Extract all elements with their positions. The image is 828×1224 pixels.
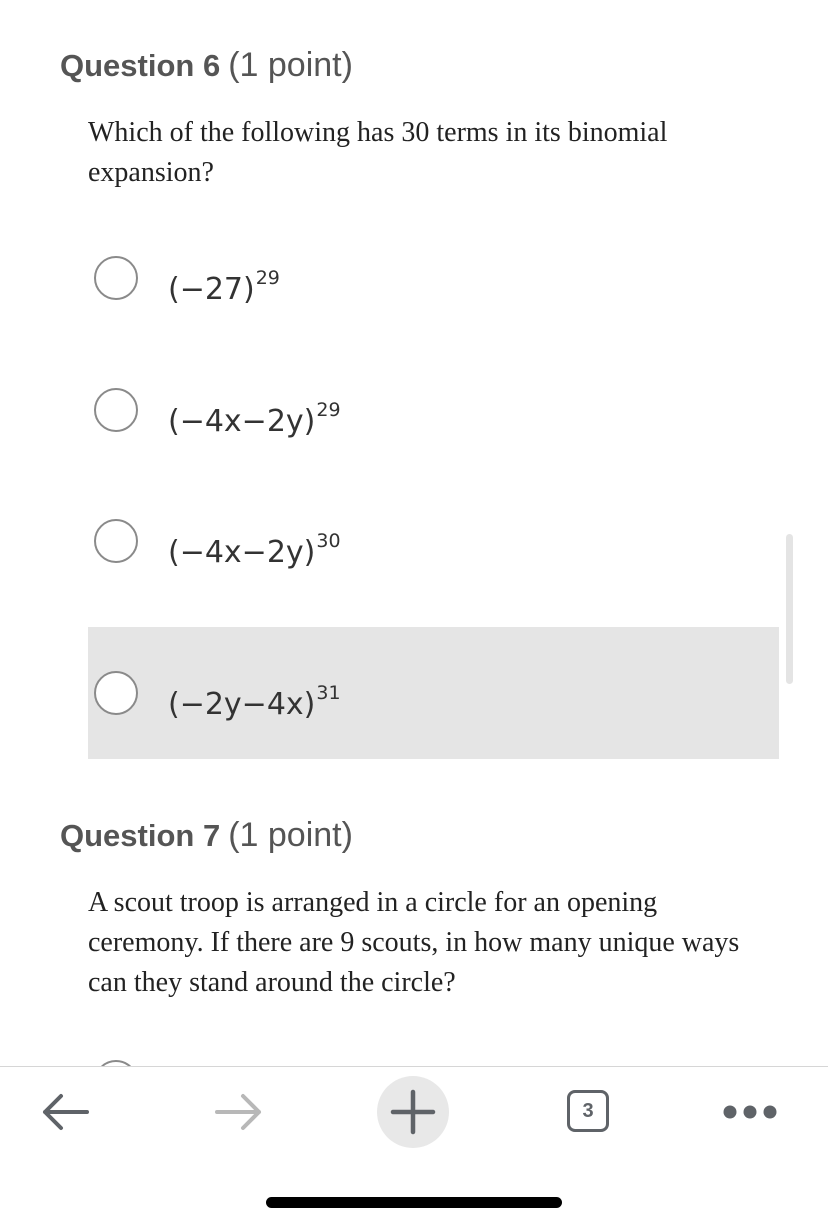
question-7-points: (1 point) xyxy=(228,816,353,854)
scrollbar-thumb[interactable] xyxy=(786,534,793,684)
arrow-right-icon xyxy=(213,1092,265,1132)
answer-option-4[interactable] xyxy=(88,627,779,759)
question-7-number: Question 7 xyxy=(60,818,221,853)
more-menu-button[interactable] xyxy=(718,1067,782,1157)
question-6-number: Question 6 xyxy=(60,48,221,83)
radio-button[interactable] xyxy=(94,388,138,432)
question-6-text: Which of the following has 30 terms in its binomial expansion? xyxy=(88,117,668,188)
answer-option-label: $(-27)^{29}$ xyxy=(168,267,280,307)
answer-option-3[interactable] xyxy=(88,475,779,607)
question-7-text: A scout troop is arranged in a circle for an opening ceremony. If there are 9 scouts, in how many unique ways can they stand around the circle? xyxy=(88,887,740,998)
answer-option-label: $(-2y-4x)^{31}$ xyxy=(168,682,341,722)
forward-button[interactable] xyxy=(204,1067,274,1157)
arrow-left-icon xyxy=(39,1092,91,1132)
radio-button[interactable] xyxy=(94,671,138,715)
home-indicator[interactable] xyxy=(266,1197,562,1208)
new-tab-button[interactable] xyxy=(377,1067,449,1157)
question-6-header xyxy=(60,46,353,85)
radio-button[interactable] xyxy=(94,519,138,563)
answer-option-label: $(-4x-2y)^{30}$ xyxy=(168,530,341,570)
radio-button[interactable] xyxy=(94,256,138,300)
more-horizontal-icon xyxy=(722,1104,778,1120)
question-6-points: (1 point) xyxy=(228,46,353,84)
answer-option-label: $(-4x-2y)^{29}$ xyxy=(168,399,341,439)
question-7-header xyxy=(60,816,353,855)
answer-option-1[interactable] xyxy=(88,212,779,344)
plus-icon xyxy=(377,1076,449,1148)
back-button[interactable] xyxy=(30,1067,100,1157)
answer-option-2[interactable] xyxy=(88,344,779,476)
tab-switcher-button[interactable]: 3 xyxy=(567,1090,609,1132)
